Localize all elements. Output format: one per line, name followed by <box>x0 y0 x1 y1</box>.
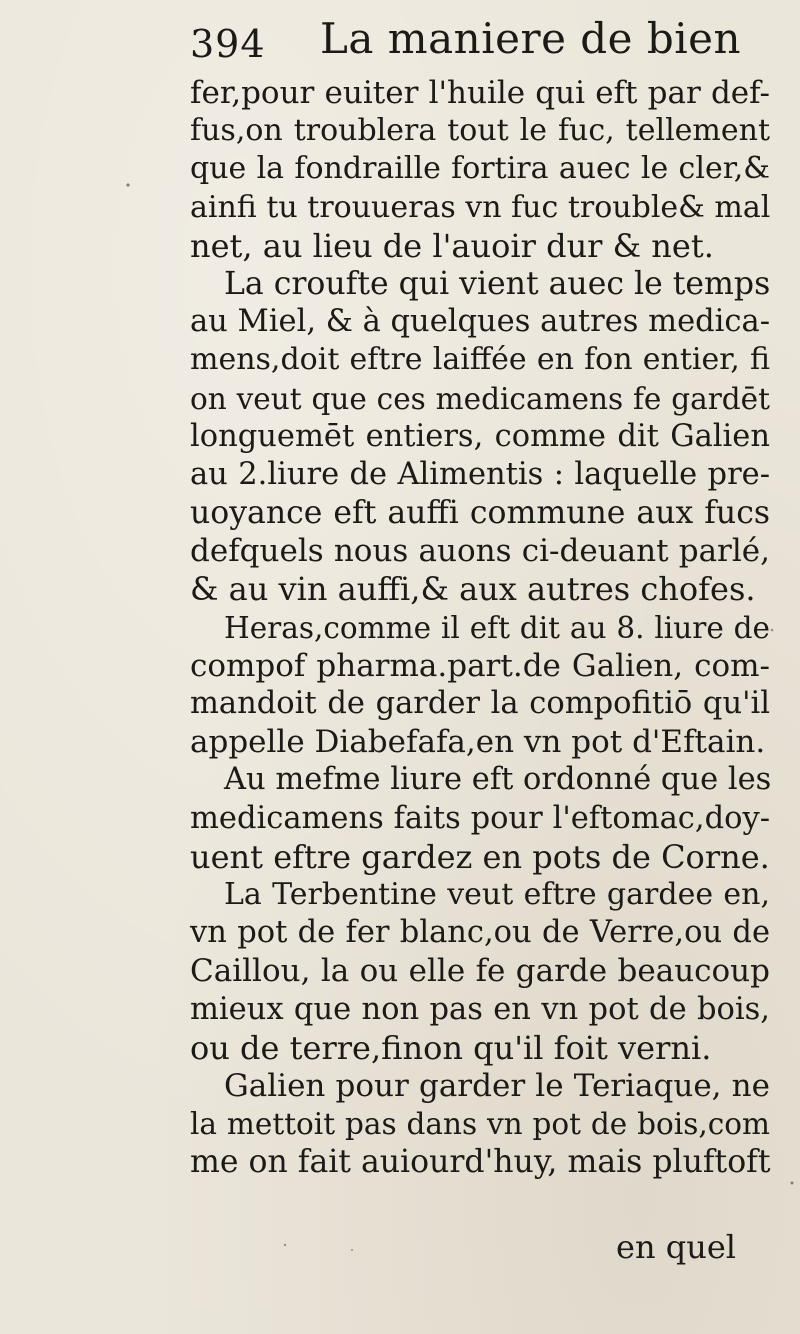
text-line: que la fondraille fortira auec le cler,& <box>190 151 770 187</box>
text-line: defquels nous auons ci-deuant parlé, <box>190 533 770 570</box>
text-line: Au mefme liure eft ordonné que les <box>224 762 772 798</box>
text-line: mens,doit eftre laiffée en fon entier, fi <box>190 342 770 378</box>
text-line: La croufte qui vient auec le temps <box>224 265 771 302</box>
text-line: & au vin auffi,& aux autres chofes. <box>190 570 756 609</box>
paper-speck <box>771 629 774 632</box>
text-line: mandoit de garder la compofitiō qu'il <box>190 686 770 721</box>
text-line: au Miel, & à quelques autres medica- <box>190 304 770 340</box>
paper-speck <box>791 1182 794 1185</box>
body-text <box>190 74 770 1181</box>
page-header <box>190 12 750 82</box>
text-line: La Terbentine veut eftre gardee en, <box>224 876 770 912</box>
text-line: uoyance eft auffi commune aux fucs <box>190 495 770 532</box>
text-line: compof pharma.part.de Galien, com- <box>190 647 770 684</box>
text-line: fus,on troublera tout le fuc, tellement <box>190 113 770 149</box>
paper-speck <box>284 1244 286 1246</box>
text-line: Heras,comme il eft dit au 8. liure de <box>224 610 770 645</box>
text-line: fer,pour euiter l'huile qui eft par def- <box>190 75 770 111</box>
running-head: La maniere de bien <box>320 14 742 63</box>
text-line: medicamens faits pour l'eftomac,doy- <box>190 800 770 836</box>
text-line: mieux que non pas en vn pot de bois, <box>190 991 770 1027</box>
text-line: ainfi tu trouueras vn fuc trouble& mal <box>190 189 771 225</box>
catchword: en quel <box>616 1228 736 1266</box>
page-number: 394 <box>190 22 266 66</box>
text-line: au 2.liure de Alimentis : laquelle pre- <box>190 456 770 492</box>
text-line: vn pot de fer blanc,ou de Verre,ou de <box>190 915 770 951</box>
paper-speck <box>351 1249 353 1251</box>
text-line: Galien pour garder le Teriaque, ne <box>224 1067 770 1104</box>
text-line: appelle Diabefafa,en vn pot d'Eftain. <box>190 724 766 761</box>
text-line: uent eftre gardez en pots de Corne. <box>190 837 770 876</box>
paper-speck <box>126 183 129 186</box>
text-line: Caillou, la ou elle fe garde beaucoup <box>190 953 770 990</box>
text-line: longuemēt entiers, comme dit Galien <box>190 418 770 454</box>
text-line: on veut que ces medicamens fe gardēt <box>190 381 770 416</box>
text-line: la mettoit pas dans vn pot de bois,com <box>190 1107 770 1142</box>
text-line: ou de terre,finon qu'il foit verni. <box>190 1028 712 1067</box>
text-line: me on fait auiourd'huy, mais pluftoft <box>190 1144 771 1181</box>
text-line: net, au lieu de l'auoir dur & net. <box>190 226 714 265</box>
